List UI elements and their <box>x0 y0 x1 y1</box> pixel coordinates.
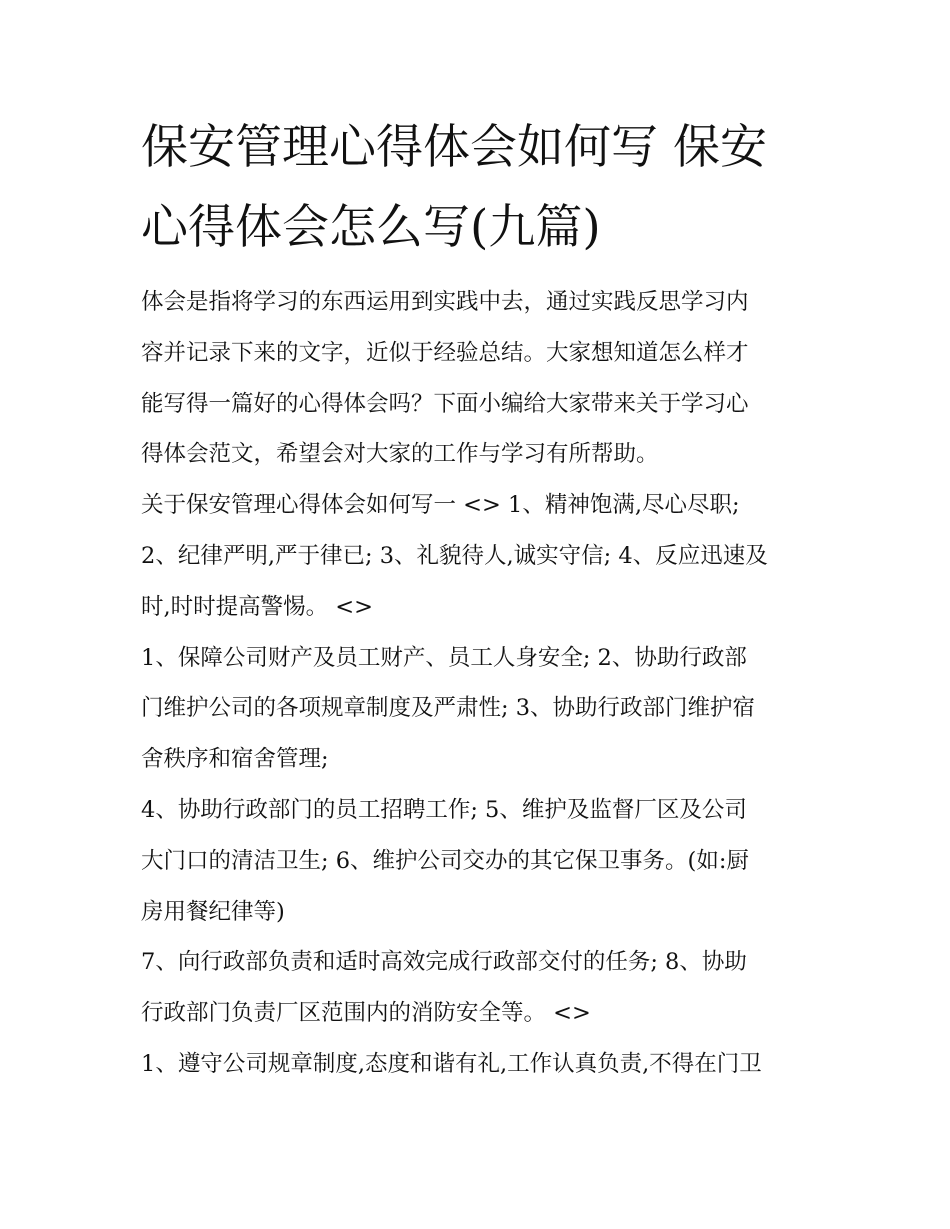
text-line: 关于保安管理心得体会如何写一 <> 1、精神饱满,尽心尽职; <box>141 492 740 519</box>
text-line: 4、协助行政部门的员工招聘工作; 5、维护及监督厂区及公司 <box>141 796 747 823</box>
text-line: 大门口的清洁卫生; 6、维护公司交办的其它保卫事务。(如:厨 <box>141 847 749 874</box>
paragraph-section-one <box>141 480 817 632</box>
text-line: 1、保障公司财产及员工财产、员工人身安全; 2、协助行政部 <box>141 644 747 671</box>
paragraph-duties-1-3 <box>141 633 817 785</box>
paragraph-duties-7-8 <box>141 937 817 1039</box>
paragraph-duties-4-6 <box>141 785 817 937</box>
paragraph-rules <box>141 1039 817 1090</box>
text-line: 容并记录下来的文字，近似于经验总结。大家想知道怎么样才 <box>141 339 749 366</box>
text-line: 时,时时提高警惕。 <> <box>141 593 374 620</box>
text-line: 行政部门负责厂区范围内的消防安全等。 <> <box>141 1000 591 1027</box>
text-line: 得体会范文，希望会对大家的工作与学习有所帮助。 <box>141 441 659 468</box>
title-line-2: 心得体会怎么写(九篇) <box>141 200 601 255</box>
document-title <box>141 108 821 268</box>
text-line: 能写得一篇好的心得体会吗？下面小编给大家带来关于学习心 <box>141 390 749 417</box>
document-body <box>141 277 817 1090</box>
text-line: 舍秩序和宿舍管理; <box>141 746 329 773</box>
title-line-1: 保安管理心得体会如何写 保安 <box>141 120 767 175</box>
text-line: 房用餐纪律等) <box>141 898 285 925</box>
text-line: 2、纪律严明,严于律已; 3、礼貌待人,诚实守信; 4、反应迅速及 <box>141 542 768 569</box>
paragraph-intro <box>141 277 817 480</box>
text-line: 门维护公司的各项规章制度及严肃性; 3、协助行政部门维护宿 <box>141 695 756 722</box>
text-line: 7、向行政部负责和适时高效完成行政部交付的任务; 8、协助 <box>141 949 747 976</box>
text-line: 1、遵守公司规章制度,态度和谐有礼,工作认真负责,不得在门卫 <box>141 1050 762 1077</box>
text-line: 体会是指将学习的东西运用到实践中去，通过实践反思学习内 <box>141 289 749 315</box>
